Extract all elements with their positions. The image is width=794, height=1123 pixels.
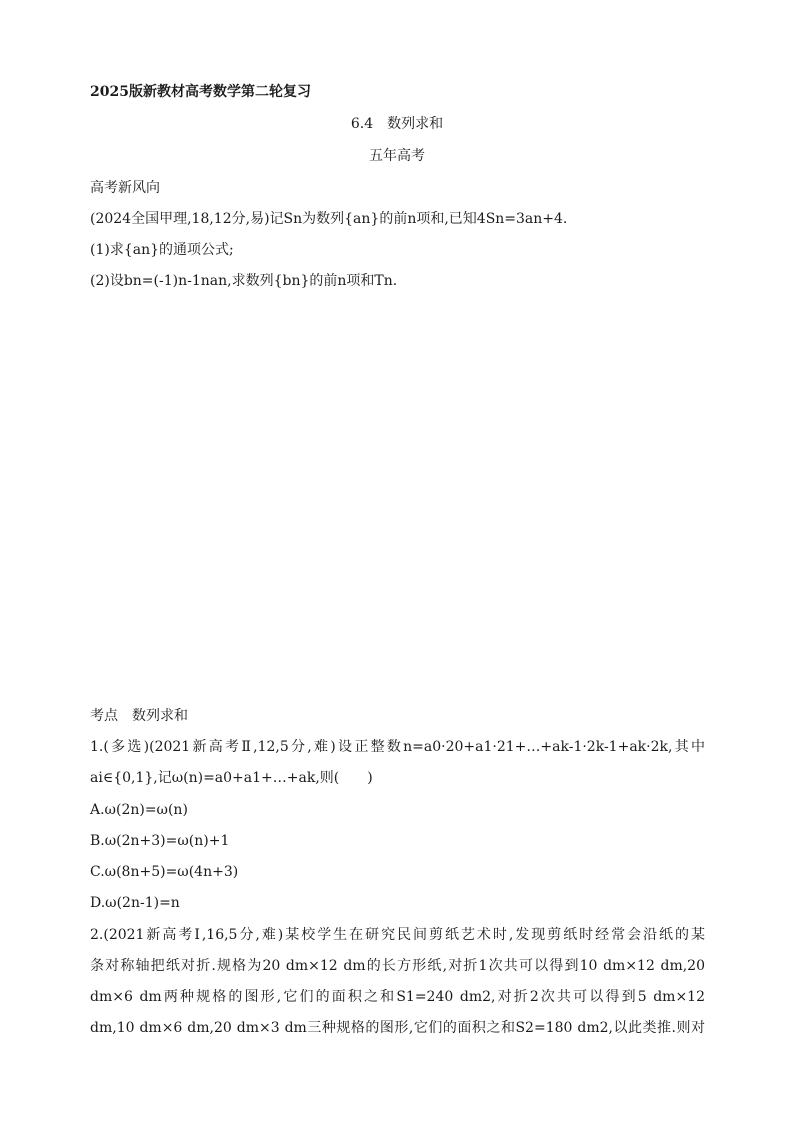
question1-option-b: B.ω(2n+3)=ω(n)+1 [90, 833, 230, 849]
question2-line4: dm,10 dm×6 dm,20 dm×3 dm三种规格的图形,它们的面积之和S2=180 dm2,以此类推.则对 [90, 1020, 705, 1036]
question1-option-a: A.ω(2n)=ω(n) [90, 802, 188, 818]
question2-line2: 条对称轴把纸对折.规格为20 dm×12 dm的长方形纸,对折1次共可以得到10 dm×12 dm,20 [90, 958, 705, 974]
sub-title: 五年高考 [369, 148, 425, 164]
new-trend-part1: (1)求{an}的通项公式; [90, 242, 234, 258]
question2-line1: 2.(2021新高考Ⅰ,16,5分,难)某校学生在研究民间剪纸艺术时,发现剪纸时经常会沿纸的某 [90, 927, 705, 943]
topic-heading: 考点 数列求和 [90, 708, 188, 724]
new-trend-heading: 高考新风向 [90, 180, 160, 196]
question1-option-d: D.ω(2n-1)=n [90, 895, 180, 911]
new-trend-question-stem: (2024全国甲理,18,12分,易)记Sn为数列{an}的前n项和,已知4Sn=3an+4. [90, 211, 568, 227]
question1-line1: 1.(多选)(2021新高考Ⅱ,12,5分,难)设正整数n=a0·20+a1·21+…+ak-1·2k-1+ak·2k,其中 [90, 739, 705, 755]
new-trend-part2: (2)设bn=(-1)n-1nan,求数列{bn}的前n项和Tn. [90, 273, 398, 289]
series-title: 2025版新教材高考数学第二轮复习 [90, 84, 311, 100]
question2-line3: dm×6 dm两种规格的图形,它们的面积之和S1=240 dm2,对折2次共可以得到5 dm×12 [90, 989, 705, 1005]
question1-option-c: C.ω(8n+5)=ω(4n+3) [90, 864, 239, 880]
question1-line2: ai∈{0,1},记ω(n)=a0+a1+…+ak,则( ) [90, 770, 373, 786]
section-title: 6.4 数列求和 [350, 116, 444, 132]
